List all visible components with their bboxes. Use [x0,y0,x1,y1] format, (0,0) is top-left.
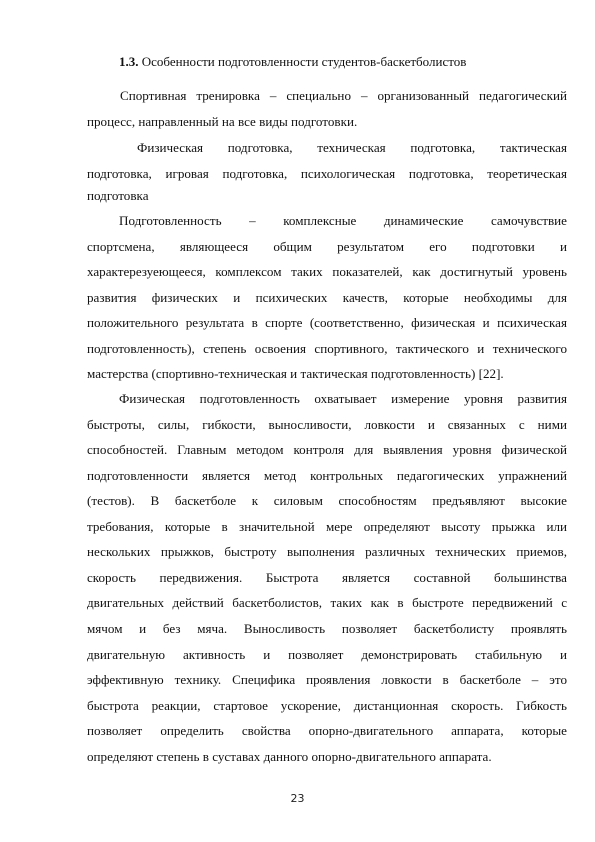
text-line: скорость передвижения. Быстрота является составной большинства [87,570,567,585]
text-line: спортсмена, являющееся общим результатом его подготовки и [87,239,567,254]
text-line: Физическая подготовка, техническая подготовка, тактическая [137,140,567,155]
text-line: характерезуеющееся, комплексом таких показателей, как достигнутый уровень [87,264,567,279]
section-number: 1.3. [119,54,139,69]
page-number: 23 [290,792,305,805]
text-line: требования, которые в значительной мере определяют высоту прыжка или [87,519,567,534]
text-line: подготовленность), степень освоения спортивного, тактического и технического [87,341,567,356]
text-line: определяют степень в суставах данного опорно-двигательного аппарата. [87,749,492,764]
text-line: позволяет определить свойства опорно-двигательного аппарата, которые [87,723,567,738]
text-line: Спортивная тренировка – специально – организованный педагогический [120,88,567,103]
text-line: подготовленности является метод контрольных педагогических упражнений [87,468,567,483]
text-line: положительного результата в спорте (соответственно, физическая и психическая [87,315,567,330]
text-line: двигательную активность и позволяет демонстрировать стабильную и [87,647,567,662]
text-line: мастерства (спортивно-техническая и тактическая подготовленность) [22]. [87,366,504,381]
text-line: Подготовленность – комплексные динамические самочувствие [119,213,567,228]
text-line: нескольких прыжков, быстроту выполнения различных технических приемов, [87,544,567,559]
section-title: Особенности подготовленности студентов-баскетболистов [138,54,467,69]
text-line: быстроты, силы, гибкости, выносливости, ловкости и связанных с ними [87,417,567,432]
section-heading [119,54,466,70]
text-line: развития физических и психических качеств, которые необходимы для [87,290,567,305]
text-line: мячом и без мяча. Выносливость позволяет баскетболисту проявлять [87,621,567,636]
text-line: Физическая подготовленность охватывает измерение уровня развития [119,391,567,406]
text-line: быстрота реакции, стартовое ускорение, дистанционная скорость. Гибкость [87,698,567,713]
text-line: процесс, направленный на все виды подготовки. [87,114,358,129]
text-line: подготовка, игровая подготовка, психологическая подготовка, теоретическая [87,166,567,181]
text-line: двигательных действий баскетболистов, таких как в быстроте передвижений с [87,595,567,610]
text-line: эффективную технику. Специфика проявления ловкости в баскетболе – это [87,672,567,687]
text-line: (тестов). В баскетболе к силовым способностям предъявляют высокие [87,493,567,508]
text-line: способностей. Главным методом контроля для выявления уровня физической [87,442,567,457]
text-line: подготовка [87,188,149,203]
